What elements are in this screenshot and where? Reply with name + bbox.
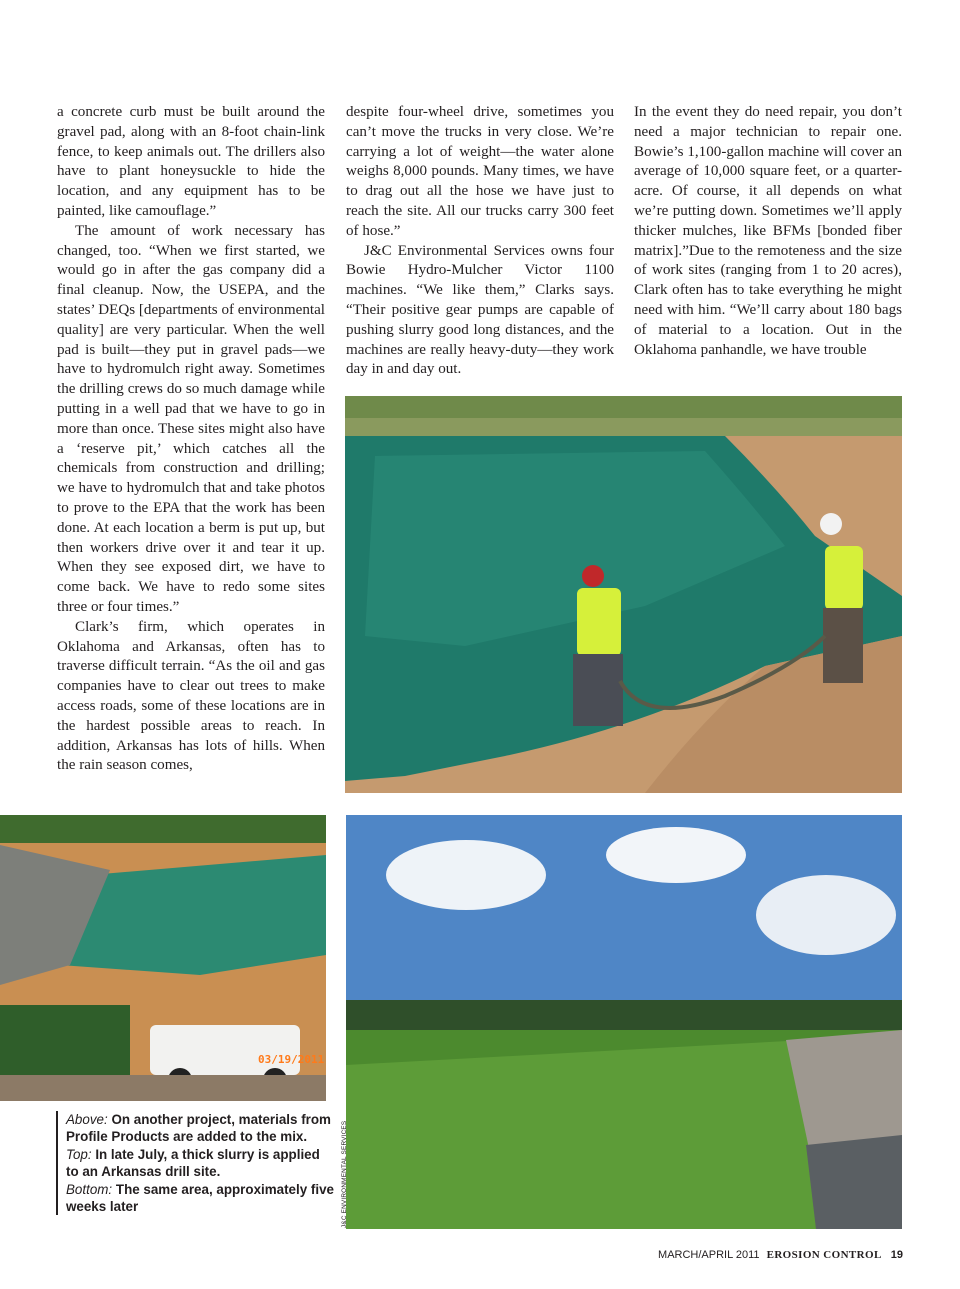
issue-date: MARCH/APRIL 2011 [658, 1249, 760, 1261]
paragraph: J&C Environmental Services owns four Bowie Hydro-Mulcher Victor 1100 machines. “We like them,” Clarks says. “Their positive gear pumps are capable of pushing slurry good long distances, and the machines are really heavy-duty—they work day in and day out. [346, 242, 614, 378]
photo-caption [56, 1111, 334, 1215]
caption-label: Above: [66, 1112, 108, 1127]
article-column-1 [57, 103, 325, 776]
caption-text: The same area, approximately five weeks later [66, 1181, 334, 1215]
caption-label: Bottom: [66, 1181, 113, 1197]
photo-hydromulch-spraying [345, 396, 902, 793]
caption-text: On another project, materials from Profile Products are added to the mix. [66, 1112, 331, 1145]
caption-bottom [66, 1181, 334, 1216]
paragraph: In the event they do need repair, you don’t need a major technician to repair one. Bowie’s 1,100-gallon machine will cover an average of 10,000 square feet, or a quarter-acre. Of course, it all depends on what we’re putting down. Sometimes we’ll apply thicker mulches, like BFMs [bonded fiber matrix].”Due to the remoteness and the size of work sites (ranging from 1 to 20 acres), Clark often has to take everything he might need with him. “We’ll carry about 180 bags of material to a location. Out in the Oklahoma panhandle, we have trouble [634, 104, 902, 358]
caption-above [66, 1111, 334, 1146]
caption-top [66, 1146, 334, 1181]
photo-truck-materials [0, 815, 326, 1101]
photo-grown-grass [346, 815, 902, 1229]
paragraph: The amount of work necessary has changed, too. “When we first started, we would go in after the gas company did a final cleanup. Now, the USEPA, and the states’ DEQs [departments of environmental quality] are very particular. When the well pad is built—they put in gravel pads—we have to hydromulch right away. Sometimes the drilling crews do so much damage while putting in a well pad that we have to go in more than once. These sites might also have a ‘reserve pit,’ which catches all the chemicals from construction and drilling; we have to hydromulch that and take photos to prove to the EPA that the work has been done. At each location a berm is put up, but then workers drive over it and tear it up. When they see exposed dirt, we have to come back. We have to redo some sites three or four times.” [57, 222, 325, 615]
photo-credit: J&C ENVIRONMENTAL SERVICES [341, 1120, 348, 1228]
article-column-3 [634, 103, 902, 360]
paragraph: despite four-wheel drive, sometimes you can’t move the trucks in very close. We’re carrying a lot of weight—the water alone weighs 8,000 pounds. Many times, we have to drag out all the hose we have just to reach the site. All our trucks carry 300 feet of hose.” [346, 104, 614, 239]
caption-label: Top: [66, 1146, 92, 1162]
paragraph: Clark’s firm, which operates in Oklahoma and Arkansas, often has to traverse difficult terrain. “As the oil and gas companies have to clear out trees to make access roads, some of these locations are in the hardest possible areas to reach. In addition, Arkansas has lots of hills. When the rain season comes, [57, 618, 325, 774]
article-column-2 [346, 103, 614, 380]
caption-text: In late July, a thick slurry is applied to an Arkansas drill site. [66, 1146, 320, 1180]
page-number: 19 [890, 1249, 903, 1261]
magazine-name: EROSION CONTROL [766, 1249, 882, 1261]
photo-timestamp: 03/19/2011 [258, 1053, 325, 1066]
paragraph: a concrete curb must be built around the gravel pad, along with an 8-foot chain-link fence, to keep animals out. The drillers also have to plant honeysuckle to hide the location, and any equipment has to be painted, like camouflage.” [57, 104, 325, 219]
page-footer [658, 1249, 903, 1261]
